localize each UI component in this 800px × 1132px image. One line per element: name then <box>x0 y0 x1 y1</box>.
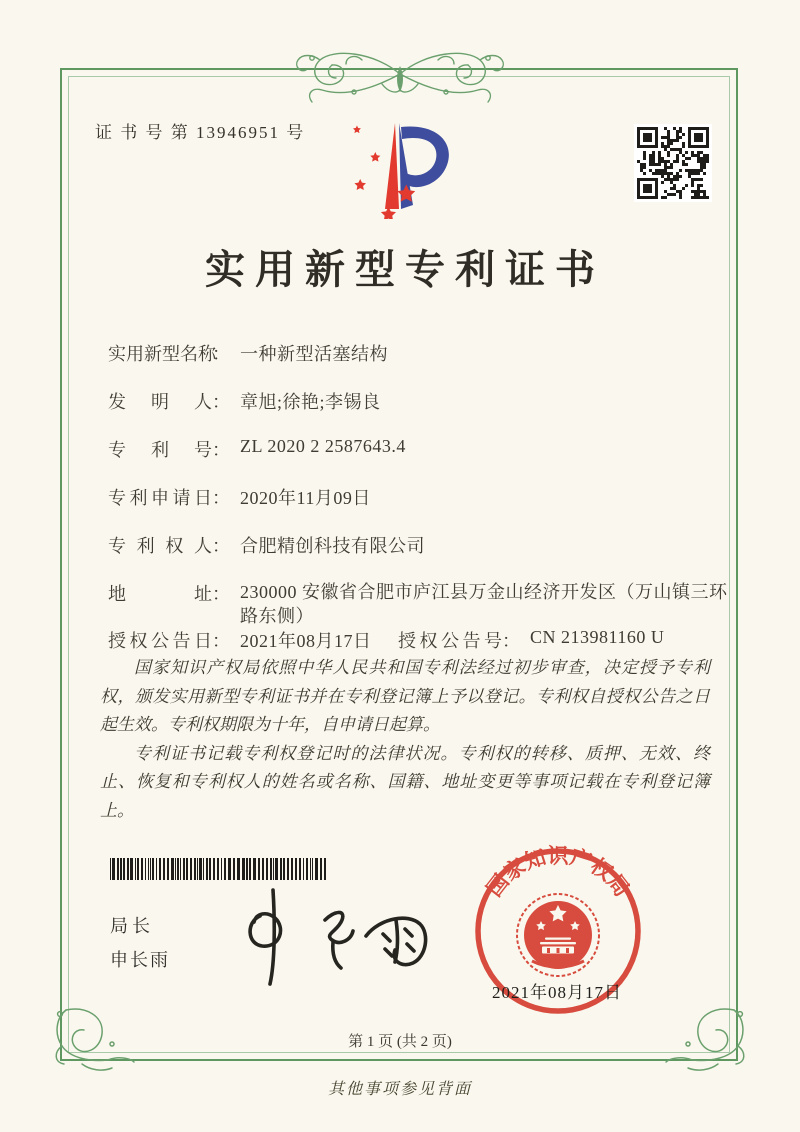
field-row-inventors <box>108 388 381 414</box>
commissioner-title: 局长 <box>110 916 154 936</box>
qr-code <box>634 124 712 202</box>
field-row-filing-date <box>108 484 371 510</box>
field-value: 一种新型活塞结构 <box>240 344 388 364</box>
field-row-grant-no <box>398 627 664 653</box>
colon: ： <box>212 536 230 556</box>
field-label: 地址 <box>108 584 212 604</box>
colon: ： <box>212 344 230 364</box>
field-value: 章旭;徐艳;李锡良 <box>240 392 381 412</box>
document-title: 实用新型专利证书 <box>205 247 605 292</box>
colon: ： <box>212 631 230 651</box>
seal-date: 2021年08月17日 <box>492 983 622 1002</box>
colon: ： <box>212 584 230 604</box>
commissioner-signature-icon <box>228 882 438 992</box>
field-row-patent-no <box>108 436 406 462</box>
page-number: 第 1 页 (共 2 页) <box>348 1034 452 1050</box>
field-label: 专利权人 <box>108 536 212 556</box>
legal-text-block <box>100 654 710 825</box>
field-label: 专利申请日 <box>108 488 212 508</box>
barcode <box>110 858 330 880</box>
colon: ： <box>212 392 230 412</box>
seal-text: 国家知识产权局 <box>481 843 635 902</box>
back-side-note: 其他事项参见背面 <box>327 1081 472 1098</box>
field-label: 授权公告日 <box>108 631 212 651</box>
colon: ： <box>212 440 230 460</box>
colon: ： <box>502 631 520 651</box>
legal-paragraph-2: 专利证书记载专利权登记时的法律状况。专利权的转移、质押、无效、终止、恢复和专利权人的姓名或名称、国籍、地址变更等事项记载在专利登记簿上。 <box>100 743 710 820</box>
certificate-number: 证 书 号 第 13946951 号 <box>95 123 306 142</box>
cnipa-logo-icon <box>333 113 465 219</box>
commissioner-name: 申长雨 <box>110 950 170 970</box>
field-value: ZL 2020 2 2587643.4 <box>240 436 406 456</box>
top-ornament-icon <box>262 46 538 108</box>
field-row-grant-date <box>108 627 372 653</box>
field-label: 授权公告号 <box>398 631 502 651</box>
legal-paragraph-1: 国家知识产权局依照中华人民共和国专利法经过初步审查，决定授予专利权，颁发实用新型专利证书并在专利登记簿上予以登记。专利权自授权公告之日起生效。专利权期限为十年，自申请日起算。 <box>100 658 710 734</box>
field-value: 230000 安徽省合肥市庐江县万金山经济开发区（万山镇三环路东侧） <box>240 582 728 626</box>
field-value: 2020年11月09日 <box>240 488 371 508</box>
field-row-patentee <box>108 532 425 558</box>
field-label: 专利号 <box>108 440 212 460</box>
field-label: 实用新型名称 <box>108 344 216 364</box>
field-value: 2021年08月17日 <box>240 631 372 651</box>
field-value: 合肥精创科技有限公司 <box>240 536 425 556</box>
field-label: 发明人 <box>108 392 212 412</box>
svg-text:国家知识产权局 <box>482 844 634 901</box>
field-value: CN 213981160 U <box>530 627 665 647</box>
field-row-address <box>108 580 736 628</box>
colon: ： <box>212 488 230 508</box>
field-row-name <box>108 340 388 366</box>
